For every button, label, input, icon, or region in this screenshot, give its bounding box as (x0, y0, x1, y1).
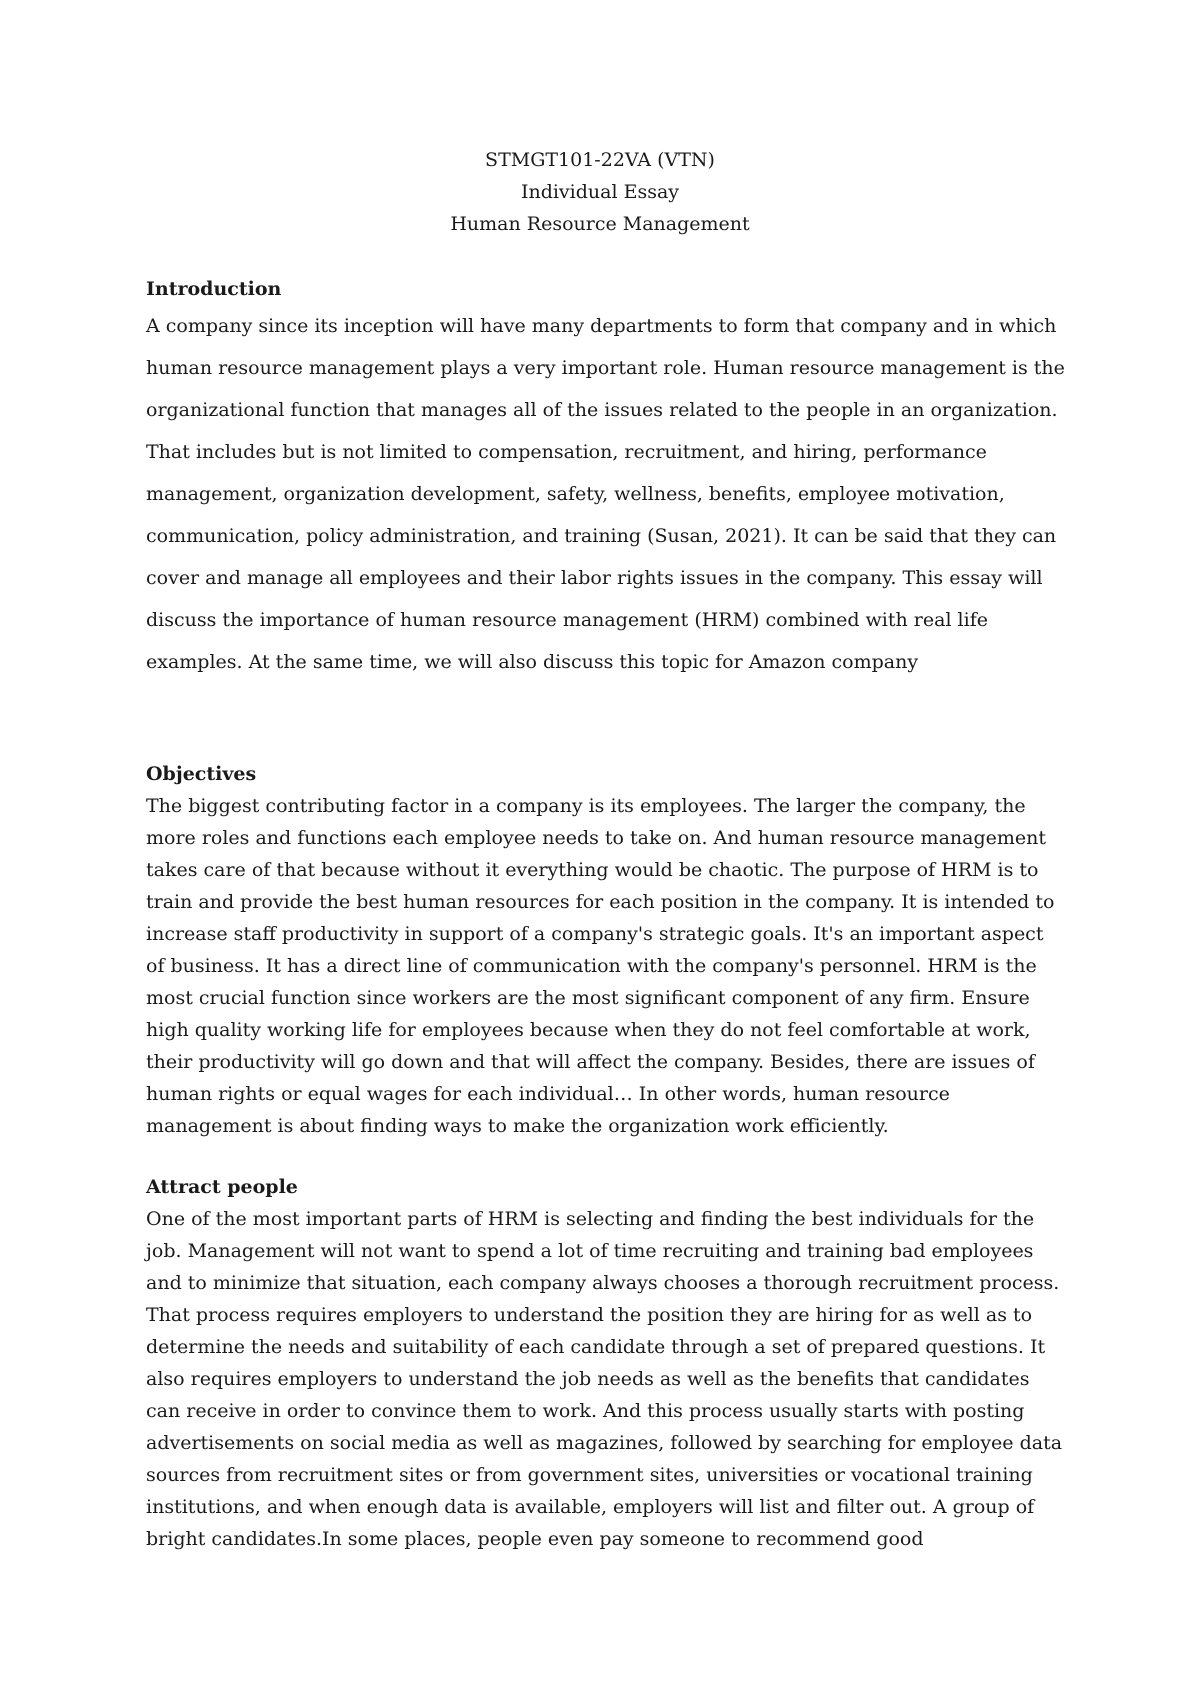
section-heading-attract-people: Attract people (146, 1176, 298, 1198)
section-attract-people (146, 1171, 1066, 1555)
section-body-attract-people: One of the most important parts of HRM is selecting and finding the best individuals for the job. Management will not want to spend a lot of time recruiting and training bad employees and to minimize that situation, each company always chooses a thorough recruitment process. That process requires employers to understand the position they are hiring for as well as to determine the needs and suitability of each candidate through a set of prepared questions. It also requires employers to understand the job needs as well as the benefits that candidates can receive in order to convince them to work. And this process usually starts with posting advertisements on social media as well as magazines, followed by searching for employee data sources from recruitment sites or from government sites, universities or vocational training institutions, and when enough data is available, employers will list and filter out. A group of bright candidates.In some places, people even pay someone to recommend good (146, 1208, 1063, 1550)
essay-type: Individual Essay (520, 181, 680, 203)
section-heading-objectives: Objectives (146, 763, 257, 785)
essay-topic: Human Resource Management (450, 213, 750, 235)
section-body-objectives: The biggest contributing factor in a company is its employees. The larger the company, the more roles and functions each employee needs to take on. And human resource management takes care of that because without it everything would be chaotic. The purpose of HRM is to train and provide the best human resources for each position in the company. It is intended to increase staff productivity in support of a company's strategic goals. It's an important aspect of business. It has a direct line of communication with the company's personnel. HRM is the most crucial function since workers are the most significant component of any firm. Ensure high quality working life for employees because when they do not feel comfortable at work, their productivity will go down and that will affect the company. Besides, there are issues of human rights or equal wages for each individual… In other words, human resource management is about finding ways to make the organization work efficiently. (146, 795, 1055, 1137)
section-objectives (146, 758, 1066, 1142)
course-code: STMGT101-22VA (VTN) (485, 149, 715, 171)
section-body-introduction: A company since its inception will have many departments to form that company and in which human resource management plays a very important role. Human resource management is the organizational function that manages all of the issues related to the people in an organization. That includes but is not limited to compensation, recruitment, and hiring, performance management, organization development, safety, wellness, benefits, employee motivation, communication, policy administration, and training (Susan, 2021). It can be said that they can cover and manage all employees and their labor rights issues in the company. This essay will discuss the importance of human resource management (HRM) combined with real life examples. At the same time, we will also discuss this topic for Amazon company (146, 315, 1065, 673)
section-heading-introduction: Introduction (146, 278, 282, 300)
section-introduction (146, 273, 1066, 683)
document-header (0, 144, 1200, 240)
